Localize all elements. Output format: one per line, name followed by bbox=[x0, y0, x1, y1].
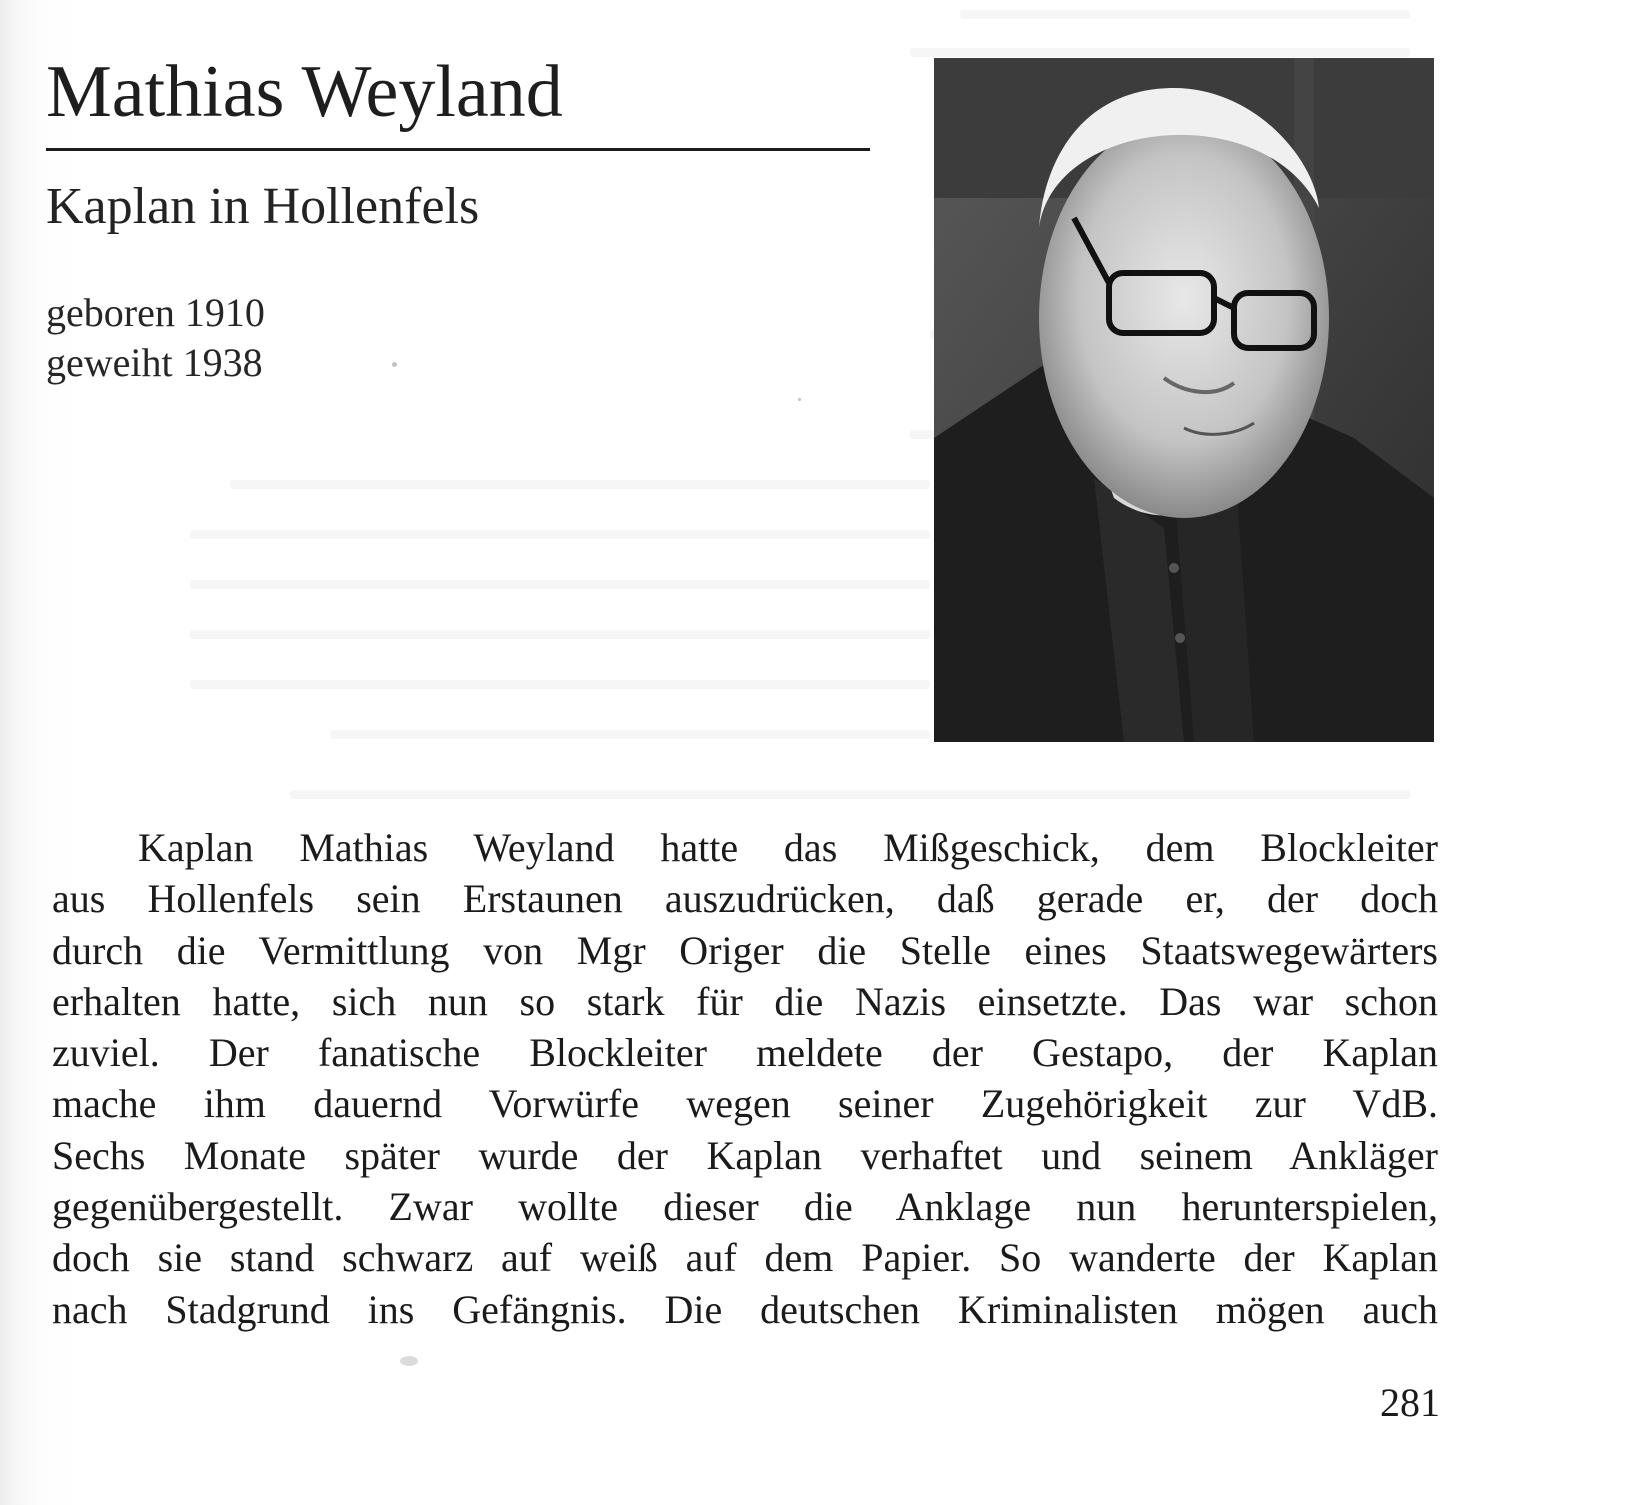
body-line: zuviel. Der fanatische Blockleiter meldete der Gestapo, der Kaplan bbox=[52, 1030, 1438, 1076]
birth-year: geboren 1910 bbox=[46, 290, 265, 335]
biographical-facts bbox=[46, 288, 265, 388]
body-line: doch sie stand schwarz auf weiß auf dem Papier. So wanderte der Kaplan bbox=[52, 1235, 1438, 1281]
body-line: Sechs Monate später wurde der Kaplan verhaftet und seinem Ankläger bbox=[52, 1132, 1438, 1178]
paper-speck bbox=[400, 1356, 418, 1366]
page-subtitle: Kaplan in Hollenfels bbox=[46, 178, 480, 235]
body-line: Kaplan Mathias Weyland hatte das Mißgeschick, dem Blockleiter bbox=[138, 825, 1438, 870]
ordination-year: geweiht 1938 bbox=[46, 340, 263, 385]
body-line: mache ihm dauernd Vorwürfe wegen seiner Zugehörigkeit zur VdB. bbox=[52, 1081, 1438, 1127]
page-number: 281 bbox=[1380, 1380, 1440, 1425]
paper-speck bbox=[798, 398, 801, 401]
title-underline bbox=[46, 148, 870, 151]
portrait-photo bbox=[934, 58, 1434, 742]
portrait-photo-icon bbox=[934, 58, 1434, 742]
paper-speck bbox=[392, 362, 397, 367]
body-line: gegenübergestellt. Zwar wollte dieser die Anklage nun herunterspielen, bbox=[52, 1184, 1438, 1230]
body-line: erhalten hatte, sich nun so stark für die Nazis einsetzte. Das war schon bbox=[52, 978, 1438, 1024]
body-line: nach Stadgrund ins Gefängnis. Die deutschen Kriminalisten mögen auch bbox=[52, 1286, 1438, 1332]
body-paragraph bbox=[52, 822, 1438, 1335]
page-title: Mathias Weyland bbox=[46, 51, 563, 133]
body-line: durch die Vermittlung von Mgr Origer die Stelle eines Staatswegewärters bbox=[52, 927, 1438, 973]
body-line: aus Hollenfels sein Erstaunen auszudrücken, daß gerade er, der doch bbox=[52, 876, 1438, 922]
